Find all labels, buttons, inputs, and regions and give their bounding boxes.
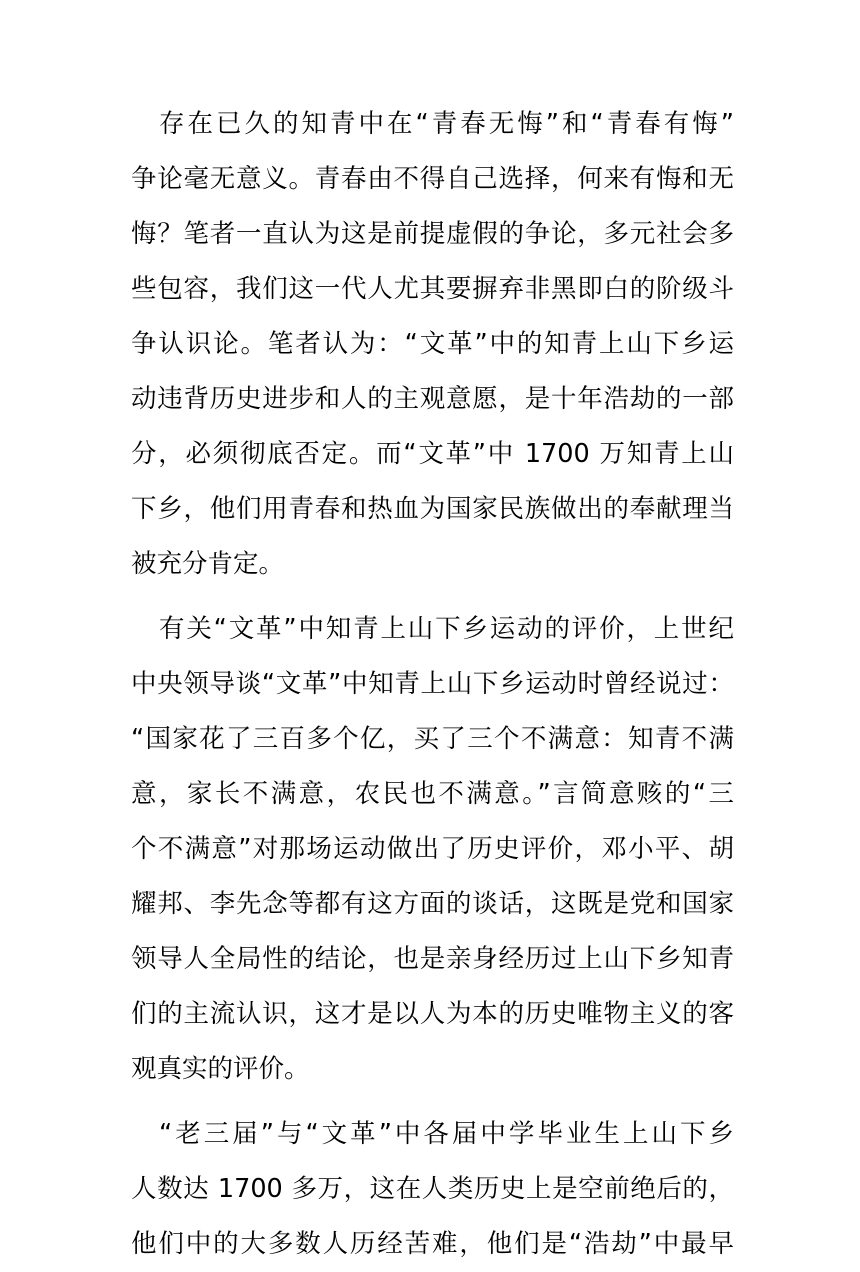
text-line: 存在已久的知青中在“青春无悔”和“青春有悔” [159, 109, 734, 139]
document-page [131, 97, 734, 1272]
text-line: 些包容，我们这一代人尤其要摒弃非黑即白的阶级斗 [131, 274, 734, 304]
text-line: 意，家长不满意，农民也不满意。”言简意赅的“三 [131, 779, 734, 809]
text-line: 争认识论。笔者认为：“文革”中的知青上山下乡运 [131, 329, 734, 359]
text-line: 观真实的评价。 [131, 1054, 310, 1084]
text-line: 耀邦、李先念等都有这方面的谈话，这既是党和国家 [131, 889, 734, 919]
text-line: “国家花了三百多个亿，买了三个不满意：知青不满 [131, 724, 734, 754]
text-line: 动违背历史进步和人的主观意愿，是十年浩劫的一部 [131, 384, 734, 414]
text-line: 个不满意”对那场运动做出了历史评价，邓小平、胡 [131, 834, 734, 864]
text-line: “老三届”与“文革”中各届中学毕业生上山下乡 [159, 1119, 734, 1149]
text-line: 领导人全局性的结论，也是亲身经历过上山下乡知青 [131, 944, 734, 974]
text-line: 人数达 1700 多万，这在人类历史上是空前绝后的， [131, 1174, 734, 1204]
text-line: 下乡，他们用青春和热血为国家民族做出的奉献理当 [131, 494, 734, 524]
text-line: 他们中的大多数人历经苦难，他们是“浩劫”中最早 [131, 1229, 734, 1259]
paragraph-2 [131, 602, 734, 1097]
text-line: 争论毫无意义。青春由不得自己选择，何来有悔和无 [131, 164, 734, 194]
text-line: 被充分肯定。 [131, 549, 285, 579]
paragraph-1 [131, 97, 734, 592]
text-line: 有关“文革”中知青上山下乡运动的评价，上世纪 [159, 614, 734, 644]
text-line: 中央领导谈“文革”中知青上山下乡运动时曾经说过： [131, 669, 734, 699]
text-line: 分，必须彻底否定。而“文革”中 1700 万知青上山 [131, 439, 734, 469]
paragraph-3 [131, 1107, 734, 1272]
paragraph-spacer [131, 592, 734, 602]
text-line: 悔？笔者一直认为这是前提虚假的争论，多元社会多 [131, 219, 734, 249]
text-line: 们的主流认识，这才是以人为本的历史唯物主义的客 [131, 999, 734, 1029]
paragraph-spacer [131, 1097, 734, 1107]
